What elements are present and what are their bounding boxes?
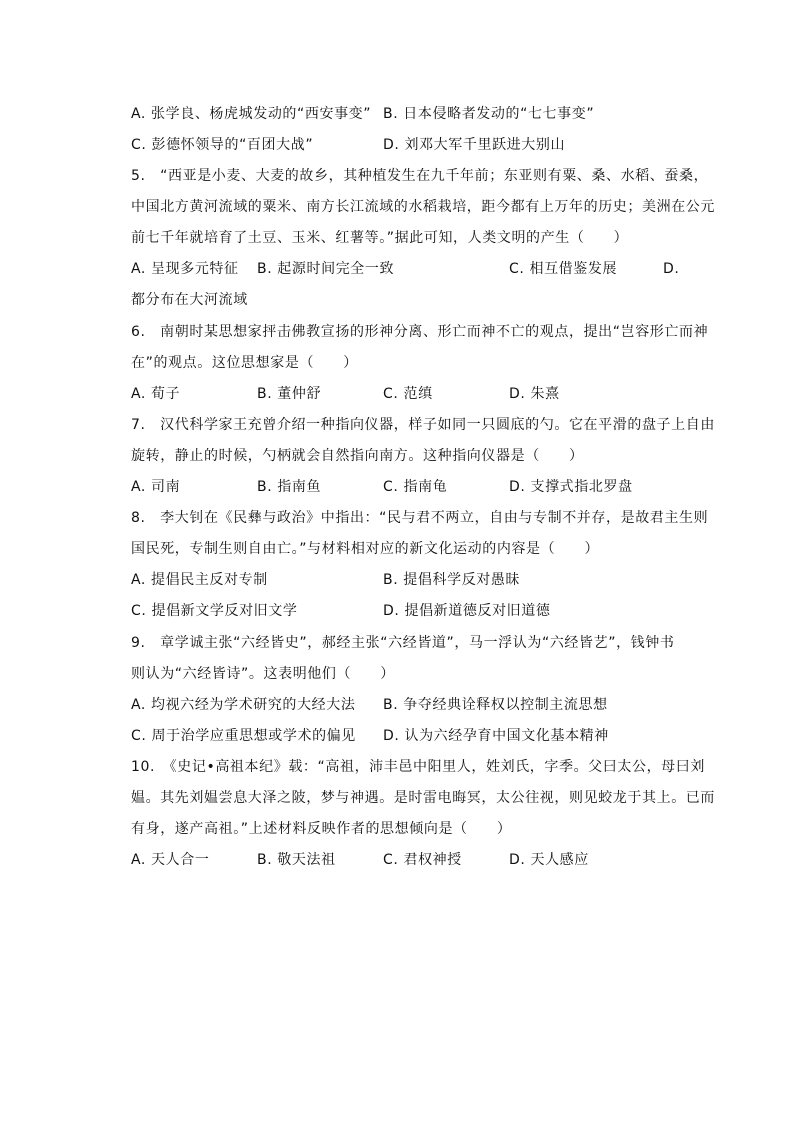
q5-option-d[interactable]: D.	[663, 261, 680, 277]
q5-option-a[interactable]: A. 呈现多元特征	[131, 261, 239, 277]
q8-option-d[interactable]: D. 提倡新道德反对旧道德	[383, 603, 551, 619]
q7-option-c[interactable]: C. 指南龟	[383, 479, 448, 495]
q4-option-b[interactable]: B. 日本侵略者发动的“七七事变”	[383, 106, 595, 122]
q5-option-d-text[interactable]: 都分布在大河流域	[131, 292, 248, 308]
q9-option-d[interactable]: D. 认为六经孕育中国文化基本精神	[383, 728, 609, 744]
q7-option-a[interactable]: A. 司南	[131, 479, 181, 495]
q5-stem-line-3: 前七千年就培育了土豆、玉米、红薯等。”据此可知，人类文明的产生（ ）	[131, 230, 629, 246]
q7-stem-line-2: 旋转，静止的时候，勺柄就会自然指向南方。这种指向仪器是（ ）	[131, 448, 584, 464]
q9-option-c[interactable]: C. 周于治学应重思想或学术的偏见	[131, 728, 356, 744]
q4-option-c[interactable]: C. 彭德怀领导的“百团大战”	[131, 137, 314, 153]
q9-stem-line-2: 则认为“六经皆诗”。这表明他们（ ）	[131, 666, 395, 682]
q9-stem-line-1: 9. 章学诚主张“六经皆史”，郝经主张“六经皆道”，马一浮认为“六经皆艺”，钱钟书	[131, 635, 675, 651]
q10-option-b[interactable]: B. 敬天法祖	[257, 852, 336, 868]
q4-option-d[interactable]: D. 刘邓大军千里跃进大别山	[383, 137, 566, 153]
q6-option-c[interactable]: C. 范缜	[383, 386, 433, 402]
q7-option-b[interactable]: B. 指南鱼	[257, 479, 322, 495]
q10-stem-line-1: 10. 《史记•高祖本纪》载：“高祖，沛丰邑中阳里人，姓刘氏，字季。父曰太公，母曰刘	[131, 759, 705, 775]
q6-option-d[interactable]: D. 朱熹	[509, 386, 560, 402]
q5-option-c[interactable]: C. 相互借鉴发展	[509, 261, 618, 277]
q8-option-a[interactable]: A. 提倡民主反对专制	[131, 572, 268, 588]
q10-option-c[interactable]: C. 君权神授	[383, 852, 462, 868]
q8-option-b[interactable]: B. 提倡科学反对愚昧	[383, 572, 521, 588]
q9-option-a[interactable]: A. 均视六经为学术研究的大经大法	[131, 697, 356, 713]
q10-stem-line-3: 有身，遂产高祖。”上述材料反映作者的思想倾向是（ ）	[131, 821, 512, 837]
q5-stem-line-2: 中国北方黄河流域的粟米、南方长江流域的水稻栽培，距今都有上万年的历史；美洲在公元	[131, 199, 715, 215]
q6-option-a[interactable]: A. 荀子	[131, 386, 181, 402]
q6-stem-line-2: 在”的观点。这位思想家是（ ）	[131, 355, 358, 371]
q8-stem-line-2: 国民死，专制生则自由亡。”与材料相对应的新文化运动的内容是（ ）	[131, 541, 600, 557]
q10-option-a[interactable]: A. 天人合一	[131, 852, 210, 868]
q7-stem-line-1: 7. 汉代科学家王充曾介绍一种指向仪器，样子如同一只圆底的勺。它在平滑的盘子上自由	[131, 417, 715, 433]
q8-stem-line-1: 8. 李大钊在《民彝与政治》中指出：“民与君不两立，自由与专制不并存，是故君主生则	[131, 510, 709, 526]
q4-option-a[interactable]: A. 张学良、杨虎城发动的“西安事变”	[131, 106, 372, 122]
q9-option-b[interactable]: B. 争夺经典诠释权以控制主流思想	[383, 697, 608, 713]
q10-stem-line-2: 媪。其先刘媪尝息大泽之陂，梦与神遇。是时雷电晦冥，太公往视，则见蛟龙于其上。已而	[131, 790, 715, 806]
q6-option-b[interactable]: B. 董仲舒	[257, 386, 322, 402]
q7-option-d[interactable]: D. 支撑式指北罗盘	[509, 479, 633, 495]
q8-option-c[interactable]: C. 提倡新文学反对旧文学	[131, 603, 298, 619]
q6-stem-line-1: 6. 南朝时某思想家抨击佛教宣扬的形神分离、形亡而神不亡的观点，提出“岂容形亡而神	[131, 324, 709, 340]
q5-stem-line-1: 5. “西亚是小麦、大麦的故乡，其种植发生在九千年前；东亚则有粟、桑、水稻、蚕桑，	[131, 168, 709, 184]
q10-option-d[interactable]: D. 天人感应	[509, 852, 589, 868]
q5-option-b[interactable]: B. 起源时间完全一致	[257, 261, 395, 277]
